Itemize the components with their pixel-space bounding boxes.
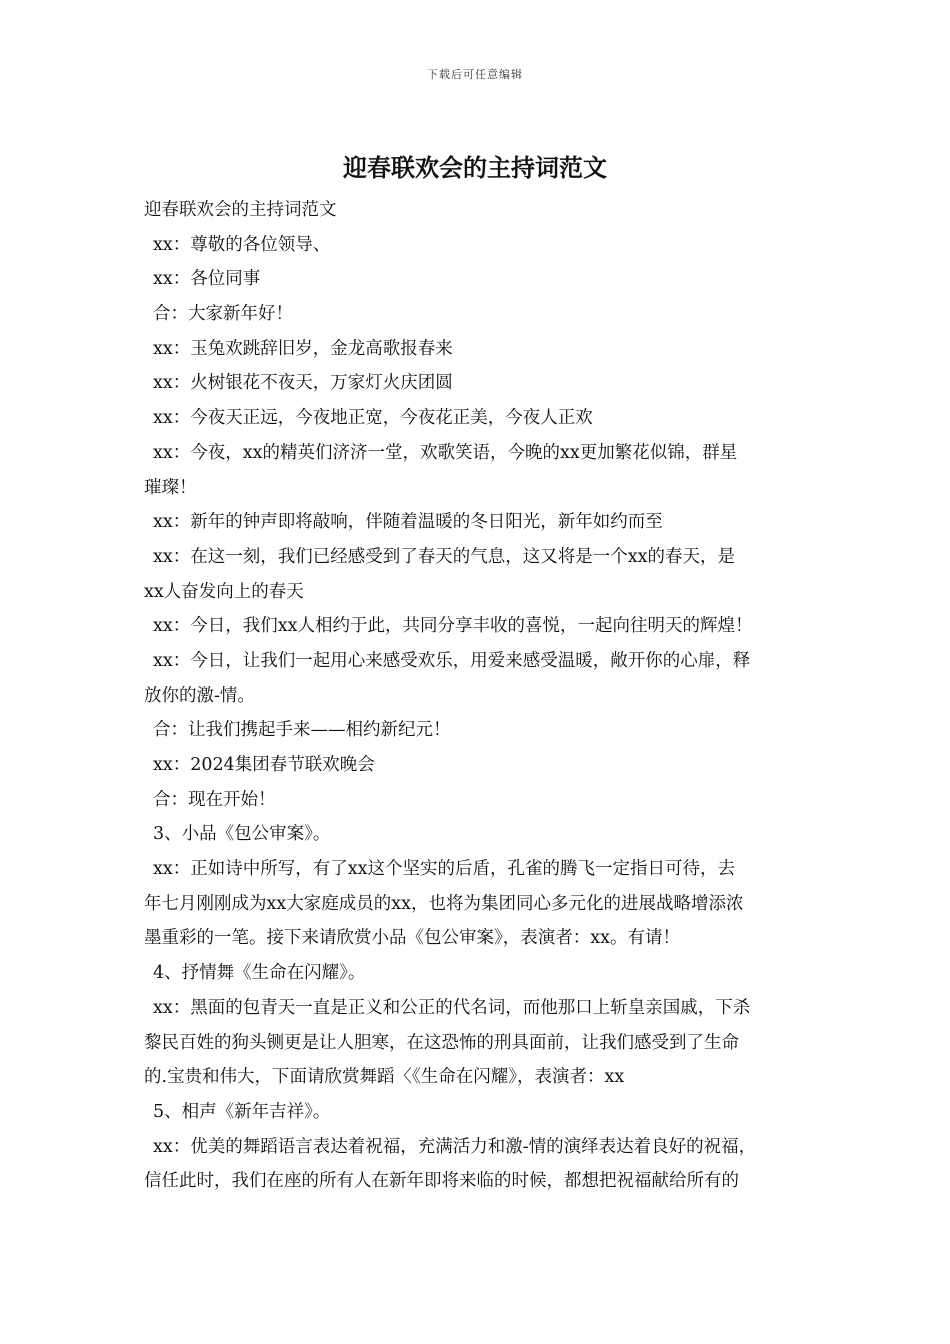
body-line: 放你的激-情。 bbox=[144, 685, 255, 706]
body-line: 信任此时，我们在座的所有人在新年即将来临的时候，都想把祝福献给所有的 bbox=[144, 1171, 739, 1192]
document-body bbox=[144, 193, 808, 1199]
body-line: xx：各位同事 bbox=[153, 269, 261, 290]
body-line: 3、小品《包公审案》。 bbox=[153, 824, 331, 845]
body-line: xx：正如诗中所写，有了xx这个坚实的后盾，孔雀的腾飞一定指日可待，去 bbox=[153, 859, 735, 880]
body-line: xx：新年的钟声即将敲响，伴随着温暖的冬日阳光，新年如约而至 bbox=[153, 512, 663, 533]
body-line: 年七月刚刚成为xx大家庭成员的xx，也将为集团同心多元化的进展战略增添浓 bbox=[144, 893, 744, 914]
body-line: 迎春联欢会的主持词范文 bbox=[144, 200, 337, 220]
body-line: 合：大家新年好！ bbox=[153, 304, 293, 325]
body-line: 4、抒情舞《生命在闪耀》。 bbox=[153, 963, 366, 984]
body-line: xx：今日，我们xx人相约于此，共同分享丰收的喜悦，一起向往明天的辉煌！ bbox=[153, 616, 753, 637]
body-line: xx：优美的舞蹈语言表达着祝福，充满活力和激-情的演绎表达着良好的祝福， bbox=[153, 1136, 757, 1157]
document-title: 迎春联欢会的主持词范文 bbox=[343, 153, 607, 182]
body-line: 5、相声《新年吉祥》。 bbox=[153, 1101, 331, 1122]
body-line: xx：火树银花不夜天，万家灯火庆团圆 bbox=[153, 373, 453, 394]
body-line: 璀璨！ bbox=[144, 477, 197, 498]
body-line: xx：在这一刻，我们已经感受到了春天的气息，这又将是一个xx的春天，是 bbox=[153, 546, 735, 567]
body-line: xx：尊敬的各位领导、 bbox=[153, 234, 331, 255]
body-line: 墨重彩的一笔。接下来请欣赏小品《包公审案》，表演者：xx。有请！ bbox=[144, 928, 680, 949]
body-line: xx：玉兔欢跳辞旧岁，金龙高歌报春来 bbox=[153, 338, 453, 359]
body-line: 合：让我们携起手来——相约新纪元！ bbox=[153, 720, 451, 741]
body-line: xx：今日，让我们一起用心来感受欢乐，用爱来感受温暖，敞开你的心扉，释 bbox=[153, 650, 751, 671]
body-line: 黎民百姓的狗头铡更是让人胆寒，在这恐怖的刑具面前，让我们感受到了生命 bbox=[144, 1032, 739, 1053]
body-line: xx：今夜，xx的精英们济济一堂，欢歌笑语，今晚的xx更加繁花似锦，群星 bbox=[153, 442, 738, 463]
body-line: xx：今夜天正远，今夜地正宽，今夜花正美，今夜人正欢 bbox=[153, 408, 593, 429]
body-line: 合：现在开始！ bbox=[153, 789, 276, 810]
body-line: xx：黑面的包青天一直是正义和公正的代名词，而他那口上斩皇亲国戚，下杀 bbox=[153, 997, 751, 1018]
body-line: xx人奋发向上的春天 bbox=[144, 581, 304, 602]
body-line: 的.宝贵和伟大，下面请欣赏舞蹈〈《生命在闪耀》，表演者：xx bbox=[144, 1067, 625, 1088]
body-line: xx：2024集团春节联欢晚会 bbox=[153, 755, 375, 775]
header-note: 下载后可任意编辑 bbox=[427, 68, 523, 81]
